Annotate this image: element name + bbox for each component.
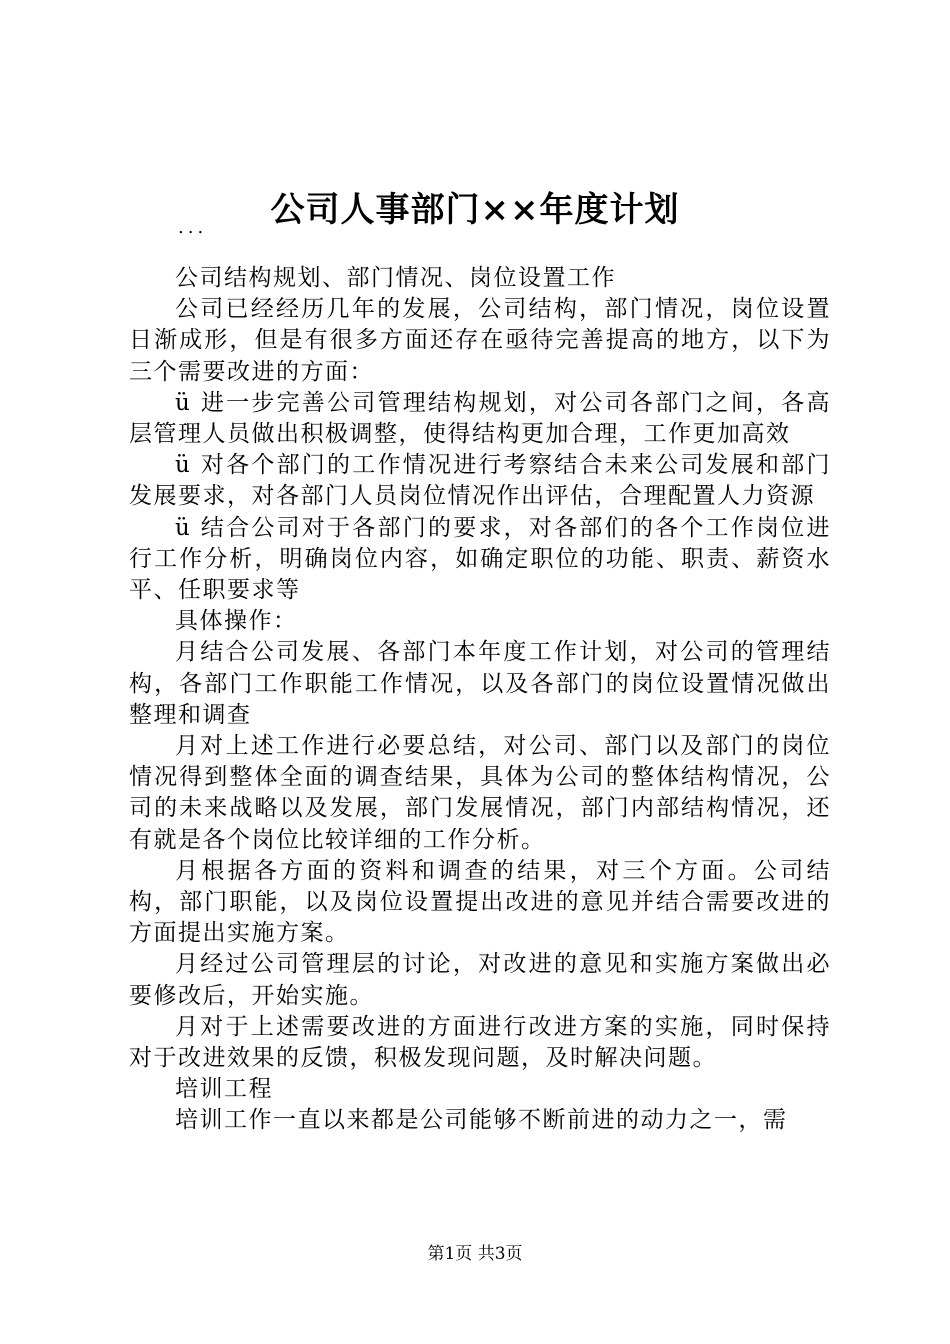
paragraph-section-heading: 公司结构规划、部门情况、岗位设置工作 <box>175 265 616 291</box>
paragraph-step-2: 月对上述工作进行必要总结，对公司、部门以及部门的岗位情况得到整体全面的调查结果，具体为公司的整体结构情况，公司的未来战略以及发展，部门发展情况，部门内部结构情况，还有就是各个岗位比较详细的工作分析。 <box>129 733 831 853</box>
paragraph-step-5: 月对于上述需要改进的方面进行改进方案的实施，同时保持对于改进效果的反馈，积极发现问题，及时解决问题。 <box>129 1013 831 1072</box>
paragraph-bullet-1: ü 进一步完善公司管理结构规划，对公司各部门之间，各高层管理人员做出积极调整，使得结构更加合理，工作更加高效 <box>129 389 831 448</box>
paragraph-bullet-2: ü 对各个部门的工作情况进行考察结合未来公司发展和部门发展要求，对各部门人员岗位情况作出评估，合理配置人力资源 <box>129 452 831 510</box>
paragraph-step-1: 月结合公司发展、各部门本年度工作计划，对公司的管理结构，各部门工作职能工作情况，以及各部门的岗位设置情况做出整理和调查 <box>129 639 831 728</box>
paragraph-step-4: 月经过公司管理层的讨论，对改进的意见和实施方案做出必要修改后，开始实施。 <box>129 951 831 1009</box>
paragraph-training-heading: 培训工程 <box>175 1076 273 1103</box>
paragraph-operations-heading: 具体操作： <box>175 608 298 635</box>
paragraph-training-text: 培训工作一直以来都是公司能够不断前进的动力之一，需 <box>175 1107 788 1134</box>
paragraph-step-3: 月根据各方面的资料和调查的结果，对三个方面。公司结构，部门职能，以及岗位设置提出改进的意见并结合需要改进的方面提出实施方案。 <box>129 857 831 947</box>
page-footer: 第1页 共3页 <box>427 1244 523 1264</box>
document-title: 公司人事部门××年度计划 <box>270 190 680 230</box>
ellipsis-mark: ... <box>178 217 208 238</box>
paragraph-bullet-3: ü 结合公司对于各部门的要求，对各部们的各个工作岗位进行工作分析，明确岗位内容，如确定职位的功能、职责、薪资水平、任职要求等 <box>129 514 831 604</box>
document-body <box>129 263 831 1137</box>
paragraph-intro: 公司已经经历几年的发展，公司结构，部门情况，岗位设置日渐成形，但是有很多方面还存在亟待完善提高的地方，以下为三个需要改进的方面： <box>129 296 831 385</box>
